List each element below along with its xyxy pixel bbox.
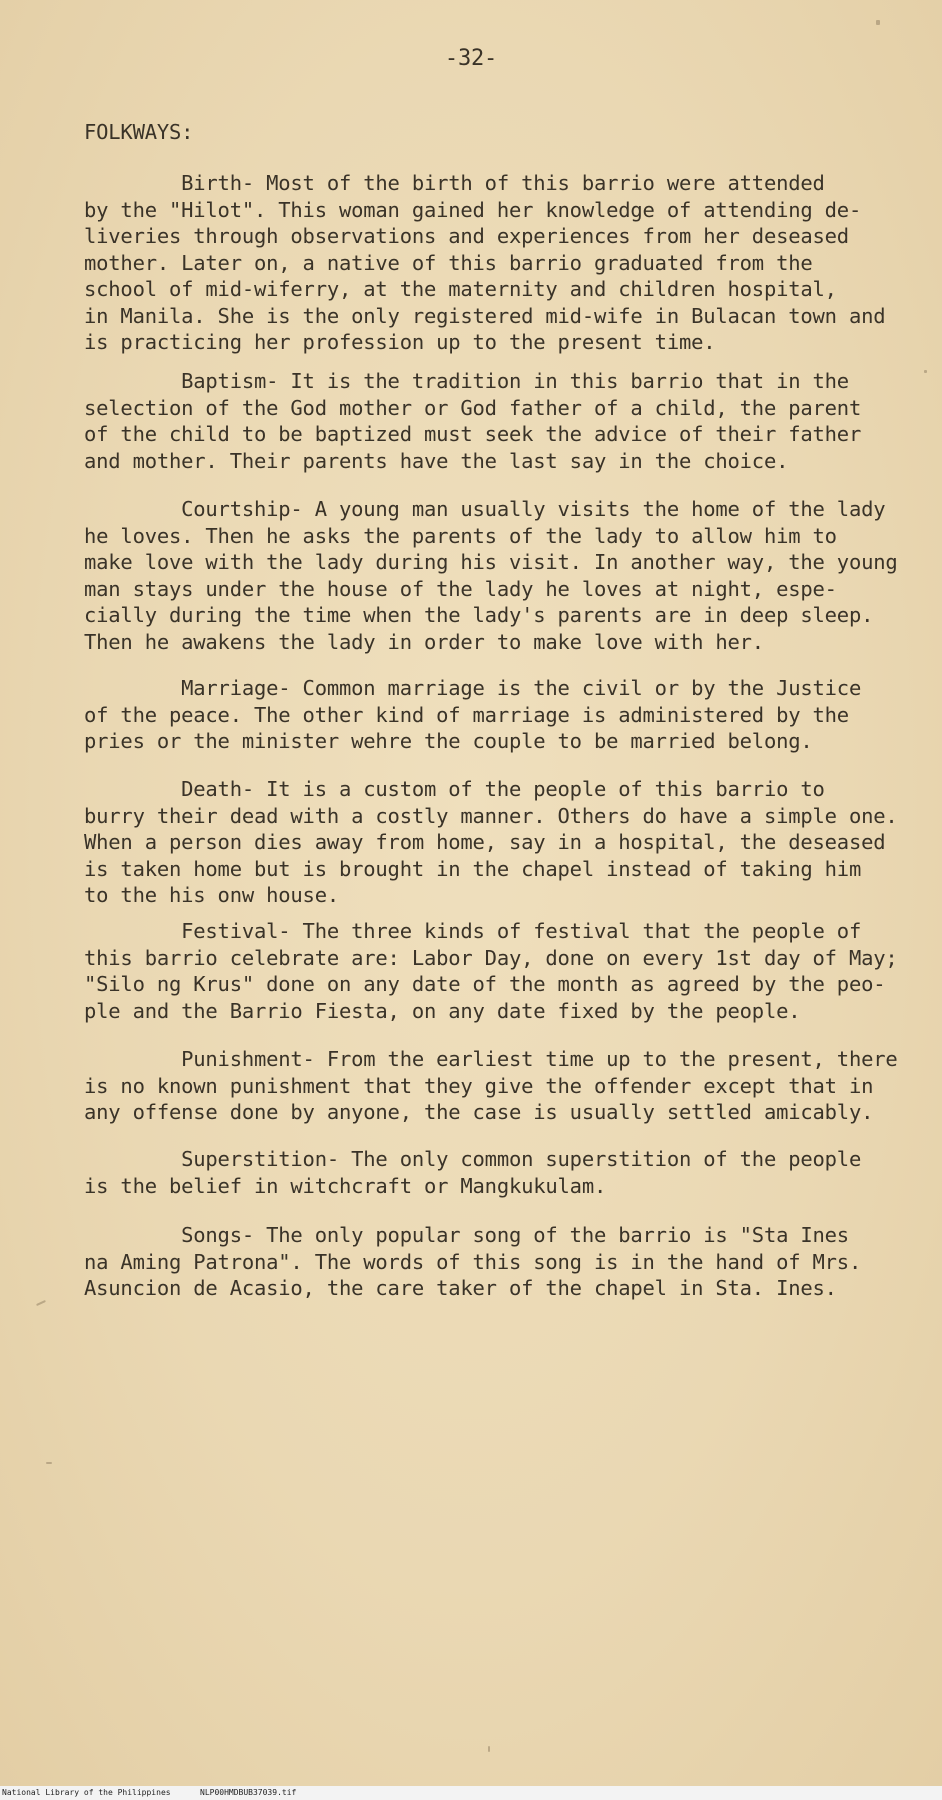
paper-speck (36, 1300, 46, 1306)
paragraph-courtship: Courtship- A young man usually visits the home of the lady he loves. Then he asks the parents of the lady to allow him to make love with the lady during his visit. In another way, the young man stays under the house of the lady he loves at night, espe- cially during the time when the lady's parents are in deep sleep. Then he awakens the lady in order to make love with her. (84, 497, 898, 654)
paragraph-baptism: Baptism- It is the tradition in this barrio that in the selection of the God mother or God father of a child, the parent of the child to be baptized must seek the advice of their father and mother. Their parents have the last say in the choice. (84, 369, 862, 473)
paragraph-birth: Birth- Most of the birth of this barrio were attended by the "Hilot". This woman gained her knowledge of attending de- liveries through observations and experiences from her deseased mother. Later on, a native of this barrio graduated from the school of mid-wiferry, at the maternity and children hospital, in Manila. She is the only registered mid-wife in Bulacan town and is practicing her profession up to the present time. (84, 171, 886, 354)
paper-speck (924, 370, 927, 373)
paper-speck (876, 20, 880, 25)
footer-filename: NLP00HMDBUB37039.tif (200, 1788, 297, 1797)
paragraph-marriage: Marriage- Common marriage is the civil or by the Justice of the peace. The other kind of marriage is administered by the pries or the minister wehre the couple to be married belong. (84, 676, 862, 753)
paragraph-death: Death- It is a custom of the people of this barrio to burry their dead with a costly manner. Others do have a simple one. When a person dies away from home, say in a hospital, the deseased is taken home but is brought in the chapel instead of taking him to the his onw house. (84, 777, 898, 907)
paper-speck (46, 1462, 52, 1464)
paragraph-superstition: Superstition- The only common superstition of the people is the belief in witchcraft or Mangkukulam. (84, 1147, 862, 1198)
page-number: -32- (444, 46, 498, 71)
scan-footer (0, 1786, 942, 1800)
paper-speck (488, 1746, 490, 1752)
paragraph-songs: Songs- The only popular song of the barrio is "Sta Ines na Aming Patrona". The words of this song is in the hand of Mrs. Asuncion de Acasio, the care taker of the chapel in Sta. Ines. (84, 1223, 862, 1300)
paragraph-punishment: Punishment- From the earliest time up to the present, there is no known punishment that they give the offender except that in any offense done by anyone, the case is usually settled amicably. (84, 1047, 898, 1124)
section-heading: FOLKWAYS: (84, 120, 194, 144)
paragraph-festival: Festival- The three kinds of festival that the people of this barrio celebrate are: Labor Day, done on every 1st day of May; "Silo ng Krus" done on any date of the month as agreed by the peo- ple and the Barrio Fiesta, on any date fixed by the people. (84, 919, 898, 1023)
footer-library: National Library of the Philippines (2, 1788, 171, 1797)
